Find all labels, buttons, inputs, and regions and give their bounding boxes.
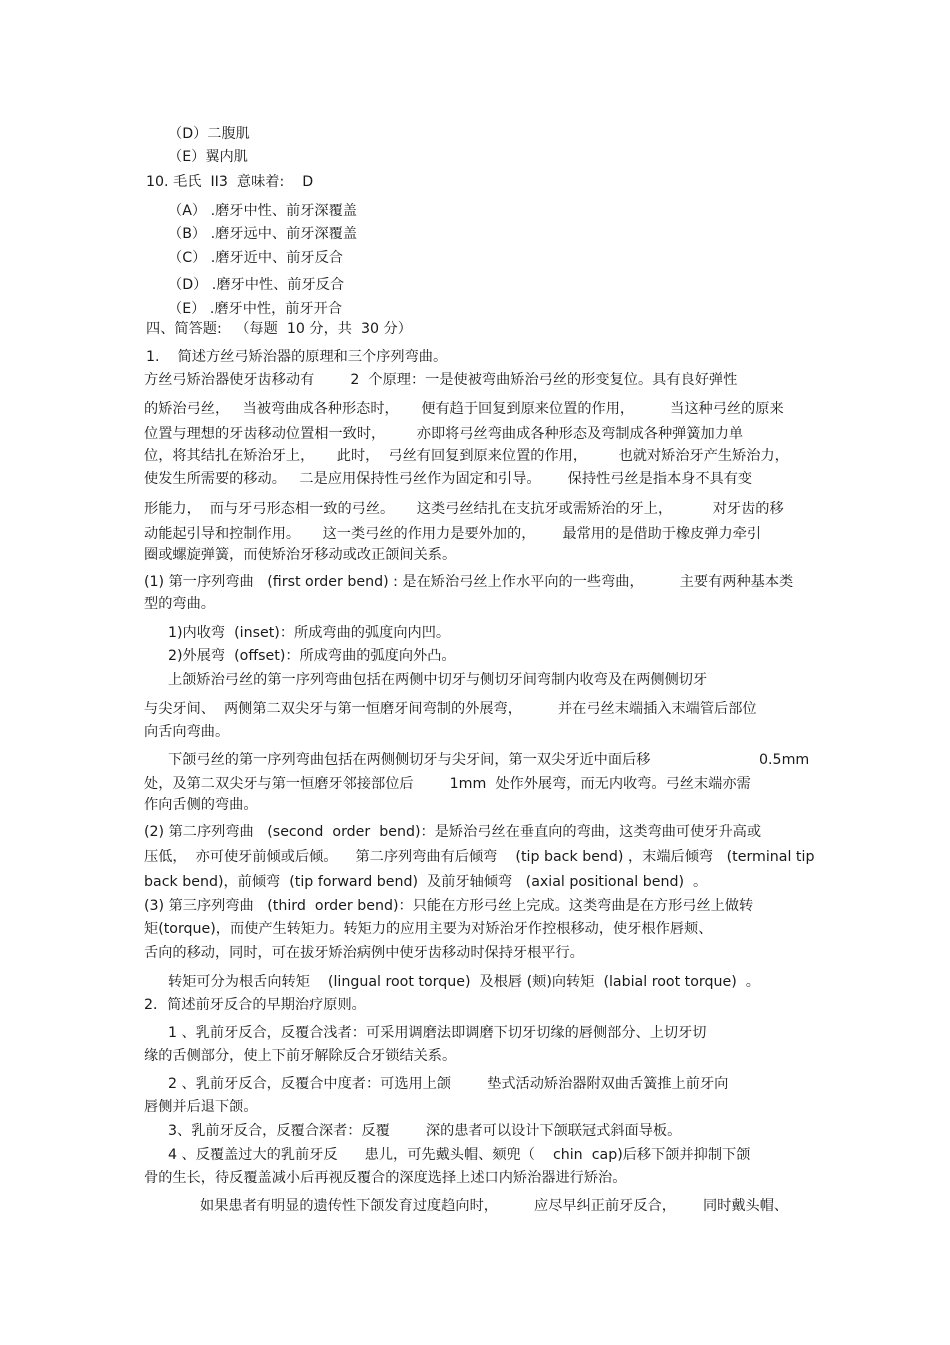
text-line: (2) 第二序列弯曲 (second order bend)：是矫治弓丝在垂直向的弯曲，这类弯曲可使牙升高或 (144, 824, 762, 840)
text-line: 骨的生长，待反覆盖减小后再视反覆合的深度选择上述口内矫治器进行矫治。 (144, 1170, 627, 1186)
text-line: 下颌弓丝的第一序列弯曲包括在两侧侧切牙与尖牙间，第一双尖牙近中面后移 (168, 752, 651, 768)
text-line: (1) 第一序列弯曲 (first order bend) : 是在矫治弓丝上作水平向的一些弯曲， 主要有两种基本类 (144, 574, 794, 590)
text-line: 位置与理想的牙齿移动位置相一致时， 亦即将弓丝弯曲成各种形态及弯制成各种弹簧加力单 (144, 426, 744, 442)
section-heading: 四、简答题: （每题 10 分，共 30 分） (146, 321, 412, 337)
text-line: 舌向的移动，同时，可在拔牙矫治病例中使牙齿移动时保持牙根平行。 (144, 945, 584, 961)
text-line: 上颌矫治弓丝的第一序列弯曲包括在两侧中切牙与侧切牙间弯制内收弯及在两侧侧切牙 (168, 672, 708, 688)
text-line: 使发生所需要的移动。 二是应用保持性弓丝作为固定和引导。 保持性弓丝是指本身不具有变 (144, 471, 753, 487)
text-line: 10. 毛氏 II3 意味着: D (146, 174, 314, 190)
text-line: 位，将其结扎在矫治牙上， 此时， 弓丝有回复到原来位置的作用， 也就对矫治牙产生矫治力， (144, 448, 789, 464)
text-line: (3) 第三序列弯曲 (third order bend)：只能在方形弓丝上完成。这类弯曲是在方形弓丝上做转 (144, 898, 754, 914)
question-heading: 1. 简述方丝弓矫治器的原理和三个序列弯曲。 (146, 349, 448, 365)
text-line: （D） .磨牙中性、前牙反合 (168, 277, 345, 293)
text-line: 2)外展弯 (offset)：所成弯曲的弧度向外凸。 (168, 648, 456, 664)
text-line: 与尖牙间、 两侧第二双尖牙与第一恒磨牙间弯制的外展弯， 并在弓丝末端插入末端管后部位 (144, 701, 757, 717)
text-line: 处，及第二双尖牙与第一恒磨牙邻接部位后 1mm 处作外展弯，而无内收弯。弓丝末端亦需 (144, 776, 751, 792)
question-heading: 2．简述前牙反合的早期治疗原则。 (144, 997, 366, 1013)
text-line: 2 、乳前牙反合，反覆合中度者：可选用上颌 垫式活动矫治器附双曲舌簧推上前牙向 (168, 1076, 729, 1092)
text-line: （E）翼内肌 (168, 149, 248, 165)
text-line: 3、乳前牙反合，反覆合深者：反覆 深的患者可以设计下颌联冠式斜面导板。 (168, 1123, 682, 1139)
text-line: 型的弯曲。 (144, 596, 215, 612)
text-line: 4 、反覆盖过大的乳前牙反 患儿，可先戴头帽、颏兜（ chin cap)后移下颌并抑制下颌 (168, 1147, 751, 1163)
text-line: 0.5mm (759, 752, 810, 768)
text-line: 缘的舌侧部分，使上下前牙解除反合牙锁结关系。 (144, 1048, 457, 1064)
text-line: （C） .磨牙近中、前牙反合 (168, 250, 343, 266)
text-line: 作向舌侧的弯曲。 (144, 797, 258, 813)
text-line: （D）二腹肌 (168, 126, 250, 142)
text-line: （A） .磨牙中性、前牙深覆盖 (168, 203, 357, 219)
text-line: back bend)，前倾弯 (tip forward bend) 及前牙轴倾弯 (axial positional bend) 。 (144, 874, 708, 890)
text-line: 唇侧并后退下颌。 (144, 1099, 258, 1115)
text-line: 转矩可分为根舌向转矩 (lingual root torque) 及根唇 (颊)向转矩 (labial root torque) 。 (168, 974, 760, 990)
text-line: 圈或螺旋弹簧，而使矫治牙移动或改正颌间关系。 (144, 547, 457, 563)
text-line: 如果患者有明显的遗传性下颌发育过度趋向时， 应尽早纠正前牙反合， 同时戴头帽、 (200, 1198, 789, 1214)
text-line: 形能力， 而与牙弓形态相一致的弓丝。 这类弓丝结扎在支抗牙或需矫治的牙上， 对牙齿的移 (144, 501, 784, 517)
text-line: 方丝弓矫治器使牙齿移动有 2 个原理：一是使被弯曲矫治弓丝的形变复位。具有良好弹性 (144, 372, 738, 388)
text-line: （B） .磨牙远中、前牙深覆盖 (168, 226, 358, 242)
text-line: 动能起引导和控制作用。 这一类弓丝的作用力是要外加的， 最常用的是借助于橡皮弹力牵引 (144, 526, 762, 542)
text-line: 压低， 亦可使牙前倾或后倾。 第二序列弯曲有后倾弯 (tip back bend) ，末端后倾弯 (terminal tip (144, 849, 815, 865)
text-line: （E） .磨牙中性，前牙开合 (168, 301, 343, 317)
text-line: 向舌向弯曲。 (144, 724, 230, 740)
text-line: 1)内收弯 (inset)：所成弯曲的弧度向内凹。 (168, 625, 451, 641)
text-line: 矩(torque)，而使产生转矩力。转矩力的应用主要为对矫治牙作控根移动，使牙根作唇颊、 (144, 921, 713, 937)
text-line: 1 、乳前牙反合，反覆合浅者：可采用调磨法即调磨下切牙切缘的唇侧部分、上切牙切 (168, 1025, 707, 1041)
text-line: 的矫治弓丝， 当被弯曲成各种形态时， 便有趋于回复到原来位置的作用， 当这种弓丝的原来 (144, 401, 784, 417)
